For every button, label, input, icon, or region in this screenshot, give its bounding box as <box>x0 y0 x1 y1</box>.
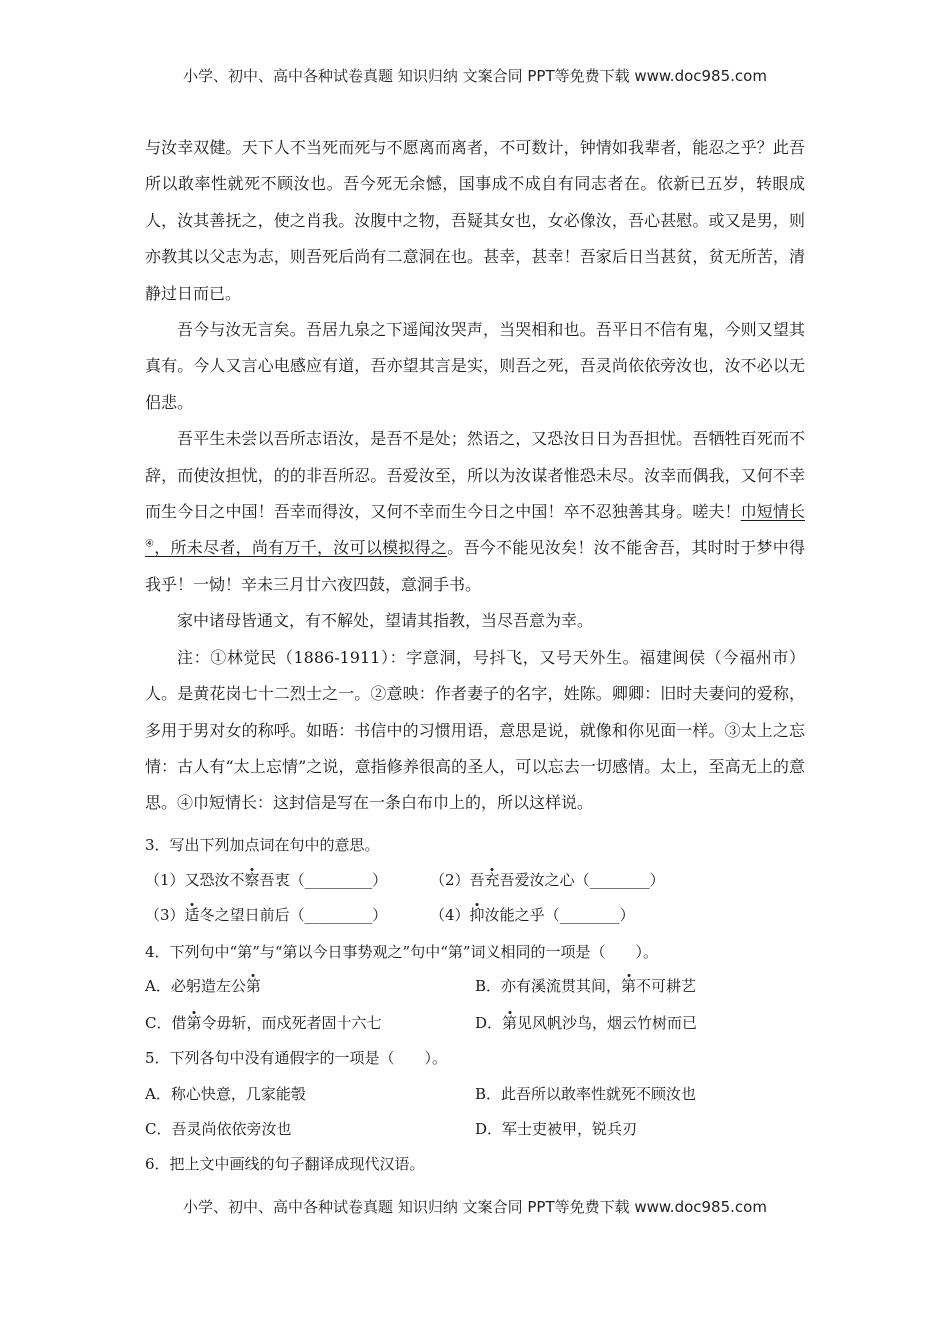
question-4-title: 4．下列句中“第”与“第以今日事势观之”句中“第”词义相同的一项是（ ）。 <box>145 943 659 961</box>
annotation-note: 注：①林觉民（1886-1911）：字意洞，号抖飞，又号天外生。福建闽侯（今福州市）人。是黄花岗七十二烈士之一。②意映：作者妻子的名字，姓陈。卿卿：旧时夫妻问的爱称，多用于男对女的称呼。如晤：书信中的习惯用语，意思是说，就像和你见面一样。③太上之忘情：古人有“太上忘情”之说，意指修养很高的圣人，可以忘去一切感情。太上，至高无上的意思。④巾短情长：这封信是写在一条白布巾上的，所以这样说。 <box>145 647 805 813</box>
q3-item-3: （3）适冬之望日前后（_________） <box>145 906 388 924</box>
question-6-title: 6．把上文中画线的句子翻译成现代汉语。 <box>145 1155 425 1173</box>
question-5-title: 5．下列各句中没有通假字的一项是（ ）。 <box>145 1049 448 1067</box>
page-header: 小学、初中、高中各种试卷真题 知识归纳 文案合同 PPT等免费下载 www.doc985.com <box>183 67 767 85</box>
passage <box>145 130 805 822</box>
q3-item-4: （4）抑汝能之乎（________） <box>430 906 635 924</box>
paragraph-1: 与汝幸双健。天下人不当死而死与不愿离而离者，不可数计，钟情如我辈者，能忍之乎？此吾所以敢率性就死不顾汝也。吾今死无余憾，国事成不成自有同志者在。依新已五岁，转眼成人，汝其善抚之，使之肖我。汝腹中之物，吾疑其女也，女必像汝，吾心甚慰。或又是男，则亦教其以父志为志，则吾死后尚有二意洞在也。甚幸，甚幸！吾家后日当甚贫，贫无所苦，清静过日而已。 <box>145 138 805 303</box>
q4-option-d: D．第见风帆沙鸟，烟云竹树而已 <box>475 1014 698 1032</box>
q4-option-a: A．必躬造左公第 <box>145 977 261 995</box>
q5-option-d: D．军士吏被甲，锐兵刃 <box>475 1120 638 1138</box>
question-3-title: 3．写出下列加点词在句中的意思。 <box>145 836 380 854</box>
q5-option-b: B．此吾所以敢率性就死不顾汝也 <box>475 1085 697 1103</box>
q4-option-c: C．借第令毋斩，而戍死者固十六七 <box>145 1014 382 1032</box>
q3-item-2: （2）吾充吾爱汝之心（________） <box>430 871 665 889</box>
paragraph-4: 家中诸母皆通文，有不解处，望请其指教，当尽吾意为幸。 <box>177 611 594 631</box>
q3-item-1: （1）又恐汝不察吾衷（_________） <box>145 871 388 889</box>
q5-option-a: A．称心快意，几家能彀 <box>145 1085 306 1103</box>
paragraph-2: 吾今与汝无言矣。吾居九泉之下遥闻汝哭声，当哭相和也。吾平日不信有鬼，今则又望其真有。今人又言心电感应有道，吾亦望其言是实，则吾之死，吾灵尚依依旁汝也，汝不必以无侣悲。 <box>145 320 805 412</box>
page-footer: 小学、初中、高中各种试卷真题 知识归纳 文案合同 PPT等免费下载 www.doc985.com <box>183 1198 767 1216</box>
q5-option-c: C．吾灵尚依依旁汝也 <box>145 1120 292 1138</box>
paragraph-3-start: 吾平生未尝以吾所志语汝，是吾不是处；然语之，又恐汝日日为吾担忧。吾牺牲百死而不辞，而使汝担忧，的的非吾所忍。吾爱汝至，所以为汝谋者惟恐未尽。汝幸而偶我，又何不幸而生今日之中国！吾幸而得汝，又何不幸而生今日之中国！卒不忍独善其身。嗟夫！ <box>145 429 805 522</box>
paragraph-3 <box>145 421 805 603</box>
footnote-mark: ④ <box>145 539 155 551</box>
q4-option-b: B．亦有溪流贯其间，第不可耕艺 <box>475 977 697 995</box>
paragraph-3-end: 。吾今不能见汝矣！汝不能舍吾，其时时于梦中得我乎！一恸！辛未三月廿六夜四鼓，意洞手书。 <box>145 538 805 594</box>
underlined-sentence: 巾短情长④，所未尽者，尚有万千，汝可以模拟得之 <box>145 502 805 558</box>
